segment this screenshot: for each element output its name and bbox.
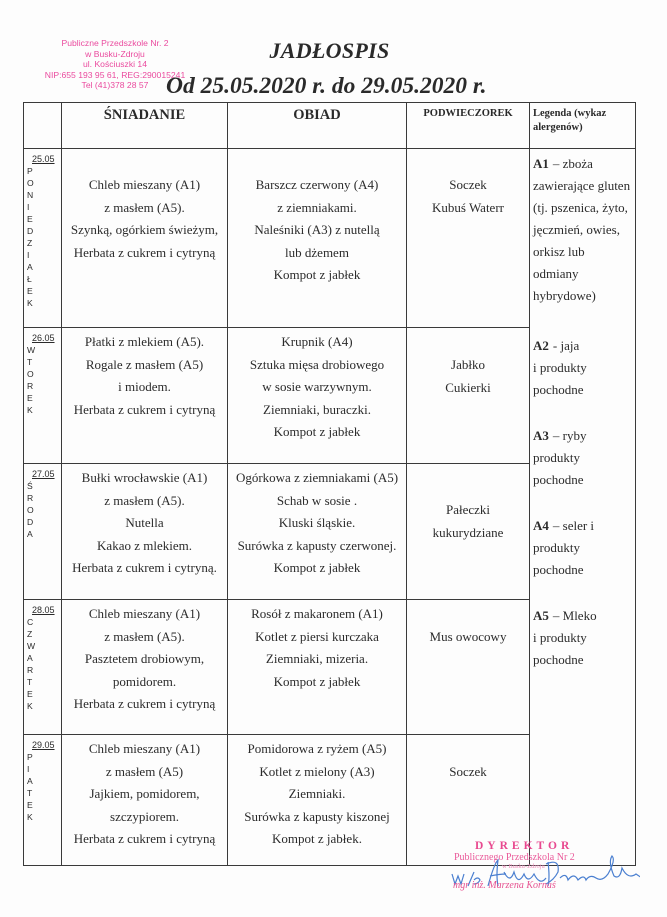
breakfast-line: Chleb mieszany (A1) bbox=[88, 606, 201, 621]
breakfast-cell bbox=[62, 464, 228, 600]
snack-line: Kubuś Waterr bbox=[431, 199, 504, 215]
breakfast-cell bbox=[62, 600, 228, 735]
legend-item bbox=[533, 153, 635, 307]
breakfast-line: z masłem (A5). bbox=[104, 199, 185, 215]
snack-line: Soczek bbox=[449, 177, 487, 192]
day-cell bbox=[24, 464, 62, 600]
day-date: 26.05 bbox=[32, 333, 55, 343]
dinner-line: Ziemniaki, buraczki. bbox=[263, 401, 371, 417]
dinner-line: Kompot z jabłek bbox=[273, 560, 361, 575]
breakfast-line: Herbata z cukrem i cytryną bbox=[73, 401, 216, 417]
snack-cell bbox=[407, 149, 530, 328]
legend-line: pochodne bbox=[533, 382, 584, 397]
breakfast-line: Bułki wrocławskie (A1) bbox=[81, 470, 208, 485]
allergen-legend bbox=[530, 149, 636, 866]
legend-line: i produkty bbox=[533, 630, 587, 645]
legend-code: A5 bbox=[533, 608, 549, 623]
menu-table bbox=[23, 102, 636, 866]
header-breakfast: ŚNIADANIE bbox=[62, 103, 228, 149]
dinner-line: Kotlet z mielony (A3) bbox=[259, 763, 375, 779]
director-signature-stamp bbox=[440, 838, 640, 898]
header-dinner: OBIAD bbox=[228, 103, 407, 149]
legend-item bbox=[533, 605, 635, 671]
legend-line: – ryby bbox=[552, 428, 587, 443]
header-day bbox=[24, 103, 62, 149]
legend-line: orkisz lub bbox=[533, 244, 585, 259]
snack-line: kukurydziane bbox=[432, 524, 504, 540]
breakfast-line: Płatki z mlekiem (A5). bbox=[84, 334, 205, 349]
breakfast-line: Szynką, ogórkiem świeżym, bbox=[70, 222, 219, 237]
breakfast-line: pomidorem. bbox=[112, 673, 177, 689]
breakfast-line: Nutella bbox=[125, 515, 164, 530]
breakfast-line: z masłem (A5). bbox=[104, 492, 185, 508]
table-row bbox=[24, 149, 636, 328]
dinner-line: Surówka z kapusty czerwonej. bbox=[237, 537, 397, 553]
dinner-line: Kompot z jabłek. bbox=[272, 831, 362, 846]
dinner-line: lub dżemem bbox=[285, 244, 349, 260]
legend-line: jęczmień, owies, bbox=[533, 222, 620, 237]
signature-title: DYREKTOR bbox=[475, 840, 574, 852]
snack-line: Cukierki bbox=[445, 379, 491, 395]
signature-name: mgr inż. Marzena Kornaś bbox=[453, 880, 556, 891]
breakfast-line: szczypiorem. bbox=[110, 808, 179, 824]
day-cell bbox=[24, 600, 62, 735]
legend-line: i produkty bbox=[533, 360, 587, 375]
dinner-line: Naleśniki (A3) z nutellą bbox=[254, 222, 380, 237]
dinner-line: Schab w sosie . bbox=[276, 492, 358, 508]
snack-cell bbox=[407, 464, 530, 600]
breakfast-cell bbox=[62, 149, 228, 328]
dinner-line: w sosie warzywnym. bbox=[262, 379, 372, 394]
breakfast-line: Pasztetem drobiowym, bbox=[84, 651, 205, 666]
legend-line: – seler i bbox=[552, 518, 595, 533]
stamp-line: ul. Kościuszki 14 bbox=[82, 59, 147, 70]
dinner-line: Surówka z kapusty kiszonej bbox=[244, 808, 390, 824]
legend-line: – Mleko bbox=[552, 608, 597, 623]
legend-line: produkty bbox=[533, 450, 580, 465]
stamp-line: Publiczne Przedszkole Nr. 2 bbox=[61, 38, 169, 48]
dinner-line: Kluski śląskie. bbox=[278, 515, 356, 530]
legend-line: odmiany bbox=[533, 266, 579, 281]
snack-line: Soczek bbox=[449, 764, 487, 779]
dinner-line: Kompot z jabłek bbox=[273, 424, 361, 439]
day-date: 29.05 bbox=[32, 740, 55, 750]
day-date: 27.05 bbox=[32, 469, 55, 479]
dinner-line: Sztuka mięsa drobiowego bbox=[249, 356, 385, 372]
stamp-line: Tel (41)378 28 57 bbox=[81, 80, 149, 91]
day-cell bbox=[24, 149, 62, 328]
day-cell bbox=[24, 735, 62, 866]
dinner-line: Ogórkowa z ziemniakami (A5) bbox=[235, 470, 399, 485]
day-name: CZWARTEK bbox=[27, 617, 36, 711]
dinner-cell bbox=[228, 600, 407, 735]
snack-line: Mus owocowy bbox=[429, 629, 507, 644]
breakfast-line: Herbata z cukrem i cytryną bbox=[73, 696, 216, 711]
day-name: WTOREK bbox=[27, 345, 36, 415]
breakfast-line: Chleb mieszany (A1) bbox=[88, 177, 201, 192]
day-name: ŚRODA bbox=[27, 481, 34, 539]
legend-line: – zboża bbox=[552, 156, 593, 171]
dinner-cell bbox=[228, 464, 407, 600]
breakfast-line: Kakao z mlekiem. bbox=[97, 537, 192, 553]
page-title bbox=[0, 38, 667, 64]
day-name: PONIEDZIAŁEK bbox=[27, 166, 34, 308]
day-date: 25.05 bbox=[32, 154, 55, 164]
breakfast-line: Herbata z cukrem i cytryną bbox=[73, 244, 216, 260]
day-cell bbox=[24, 328, 62, 464]
legend-line: hybrydowe) bbox=[533, 288, 596, 303]
dinner-line: Pomidorowa z ryżem (A5) bbox=[247, 741, 387, 756]
legend-line: produkty bbox=[533, 540, 580, 555]
snack-cell bbox=[407, 328, 530, 464]
dinner-line: Kotlet z piersi kurczaka bbox=[255, 628, 379, 644]
legend-line: pochodne bbox=[533, 652, 584, 667]
dinner-line: Krupnik (A4) bbox=[281, 334, 353, 349]
legend-line: (tj. pszenica, żyto, bbox=[533, 200, 628, 215]
legend-item bbox=[533, 425, 635, 491]
dinner-line: Ziemniaki, mizeria. bbox=[265, 651, 369, 666]
stamp-line: w Busku-Zdroju bbox=[85, 48, 145, 59]
dinner-line: Kompot z jabłek bbox=[273, 267, 361, 282]
breakfast-line: Herbata z cukrem i cytryną bbox=[73, 831, 216, 846]
breakfast-line: z masłem (A5). bbox=[104, 628, 185, 644]
stamp-line: NIP:655 193 95 61, REG:290015241 bbox=[44, 69, 186, 80]
legend-item bbox=[533, 335, 635, 401]
breakfast-line: Herbata z cukrem i cytryną. bbox=[72, 560, 217, 575]
signature-city: w Busku-Zdroju bbox=[502, 863, 545, 870]
day-date: 28.05 bbox=[32, 605, 55, 615]
header-legend bbox=[530, 103, 636, 149]
legend-code: A4 bbox=[533, 518, 549, 533]
title-text: JADŁOSPIS bbox=[269, 38, 390, 63]
signature-institution: Publicznego Przedszkola Nr 2 bbox=[454, 852, 575, 863]
legend-line: pochodne bbox=[533, 562, 584, 577]
legend-line: - jaja bbox=[552, 338, 580, 353]
breakfast-line: z masłem (A5) bbox=[105, 763, 184, 779]
breakfast-line: Chleb mieszany (A1) bbox=[88, 741, 201, 756]
snack-line: Jabłko bbox=[451, 357, 485, 372]
header-legend-line: alergenów) bbox=[533, 122, 583, 133]
legend-code: A2 bbox=[533, 338, 549, 353]
header-row bbox=[24, 103, 636, 149]
legend-item bbox=[533, 515, 635, 581]
dinner-line: Ziemniaki. bbox=[288, 786, 346, 801]
dinner-line: Rosół z makaronem (A1) bbox=[251, 606, 383, 621]
legend-line: pochodne bbox=[533, 472, 584, 487]
breakfast-line: Jajkiem, pomidorem, bbox=[89, 786, 200, 801]
breakfast-line: Rogale z masłem (A5) bbox=[85, 356, 204, 372]
header-legend-line: Legenda (wykaz bbox=[533, 108, 607, 119]
dinner-line: Kompot z jabłek bbox=[273, 673, 361, 689]
dinner-line: Barszcz czerwony (A4) bbox=[255, 177, 379, 192]
date-range-subtitle: Od 25.05.2020 r. do 29.05.2020 r. bbox=[166, 73, 487, 99]
dinner-cell bbox=[228, 735, 407, 866]
breakfast-line: i miodem. bbox=[118, 379, 171, 394]
dinner-line: z ziemniakami. bbox=[277, 199, 357, 215]
header-snack: PODWIECZOREK bbox=[407, 103, 530, 149]
breakfast-cell bbox=[62, 328, 228, 464]
legend-line: zawierające gluten bbox=[533, 178, 631, 193]
legend-code: A1 bbox=[533, 156, 549, 171]
breakfast-cell bbox=[62, 735, 228, 866]
snack-line: Pałeczki bbox=[445, 502, 491, 517]
snack-cell bbox=[407, 600, 530, 735]
dinner-cell bbox=[228, 328, 407, 464]
dinner-cell bbox=[228, 149, 407, 328]
legend-code: A3 bbox=[533, 428, 549, 443]
day-name: PIATEK bbox=[27, 752, 33, 822]
